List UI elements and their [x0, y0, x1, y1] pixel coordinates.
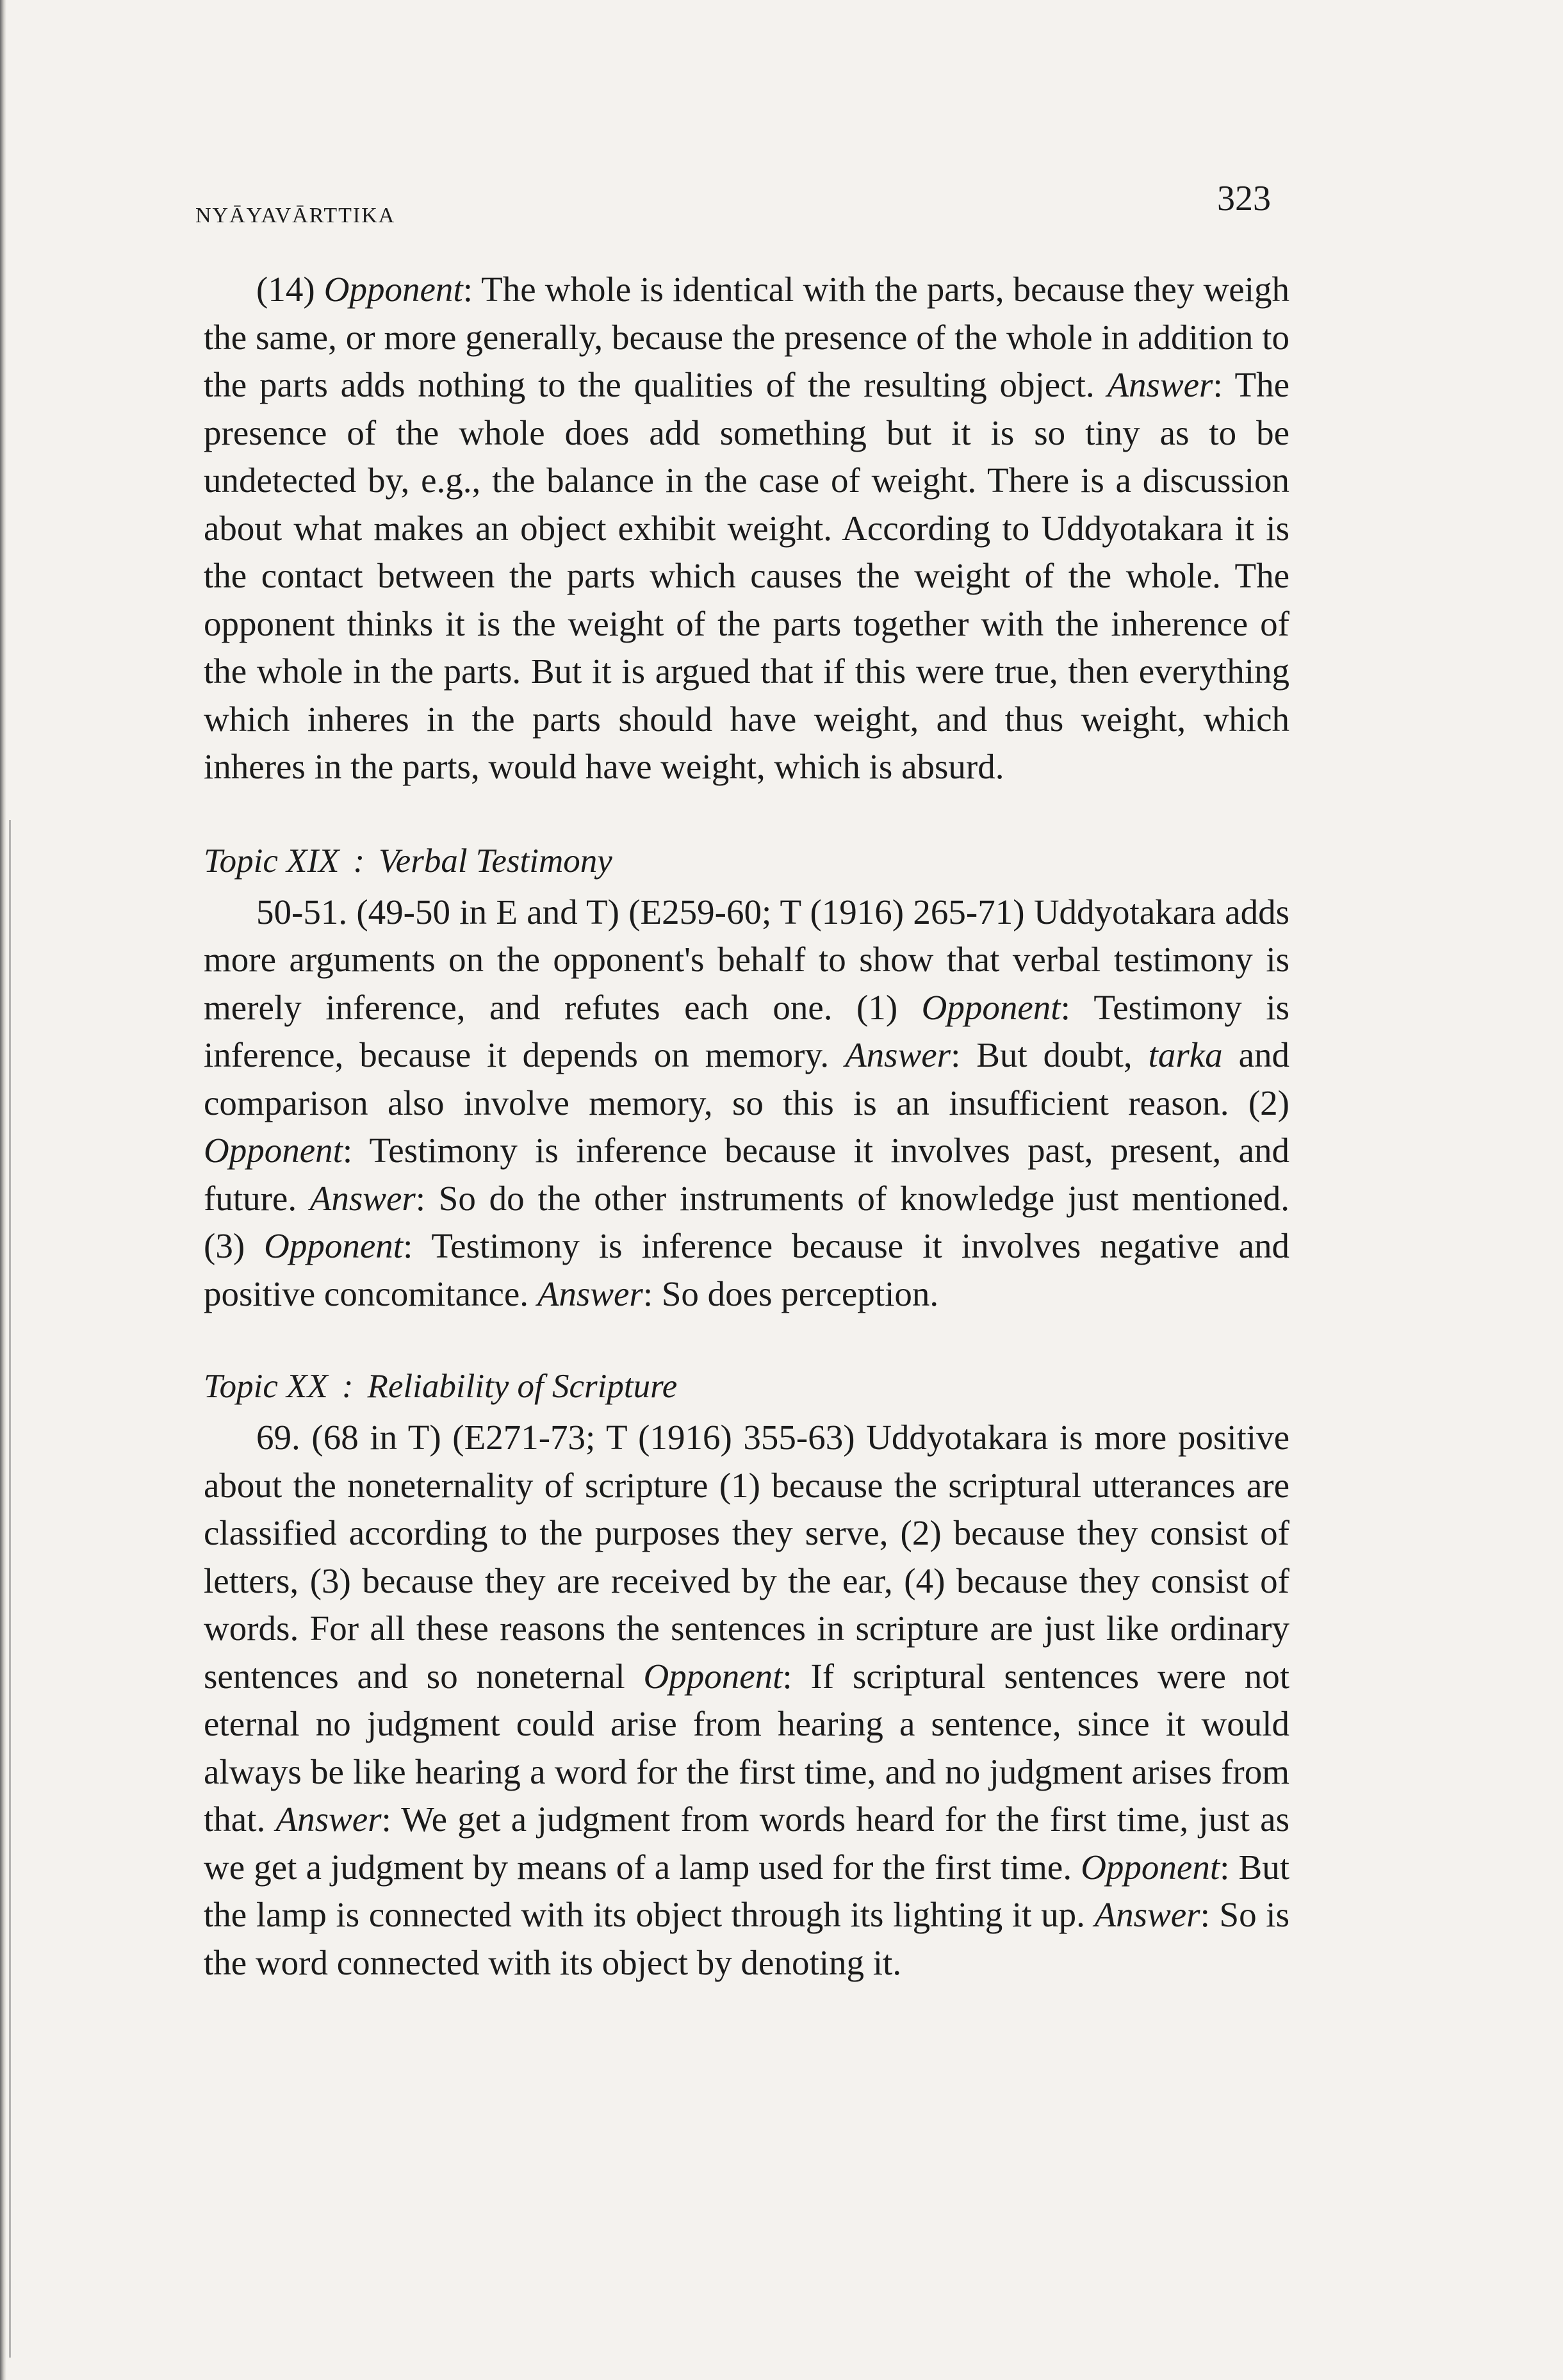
scan-edge-line [9, 820, 11, 2358]
paragraph-topic-18-item-14: (14) Opponent: The whole is identical with the parts, because they weigh the same, or more generally, because the presence of the whole in addition to the parts adds nothing to the qualities of the resulting object. Answer: The presence of the whole does add something but it is so tiny as to be undetected by, e.g., the balance in the case of weight. There is a discussion about what makes an object exhibit weight. According to Uddyotakara it is the contact between the parts which causes the weight of the whole. The opponent thinks it is the weight of the parts together with the inherence of the whole in the parts. But it is argued that if this were true, then everything which inheres in the parts should have weight, and thus weight, which inheres in the parts, would have weight, which is absurd. [204, 270, 1290, 786]
topic-title: Verbal Testimony [379, 842, 612, 880]
paragraph-reliability-of-scripture: 69. (68 in T) (E271-73; T (1916) 355-63) Uddyotakara is more positive about the noneternality of scripture (1) because the scriptural utterances are classified according to the purposes they serve, (2) because they consist of letters, (3) because they are received by the ear, (4) because they consist of words. For all these reasons the sentences in scripture are just like ordinary sentences and so noneternal Opponent: If scriptural sentences were not eternal no judgment could arise from hearing a sentence, since it would always be like hearing a word for the first time, and no judgment arises from that. Answer: We get a judgment from words heard for the first time, just as we get a judgment by means of a lamp used for the first time. Opponent: But the lamp is connected with its object through its lighting it up. Answer: So is the word connected with its object by denoting it. [204, 1418, 1289, 1982]
scan-edge-shadow [0, 0, 6, 2380]
topic-label: Topic XX [204, 1368, 328, 1405]
paragraph-verbal-testimony: 50-51. (49-50 in E and T) (E259-60; T (1916) 265-71) Uddyotakara adds more arguments on the opponent's behalf to show that verbal testimony is merely inference, and refutes each one. (1) Opponent: Testimony is inference, because it depends on memory. Answer: But doubt, tarka and comparison also involve memory, so this is an insufficient reason. (2) Opponent: Testimony is inference because it involves past, present, and future. Answer: So do the other instruments of knowledge just mentioned. (3) Opponent: Testimony is inference because it involves negative and positive concomitance. Answer: So does perception. [204, 892, 1289, 1313]
page-body [204, 266, 1289, 1987]
topic-title: Reliability of Scripture [367, 1368, 678, 1405]
heading-separator: : [341, 1368, 354, 1405]
heading-separator: : [353, 842, 365, 880]
running-head: NYĀYAVĀRTTIKA [195, 204, 396, 227]
section-heading-topic-xix [204, 837, 1289, 885]
topic-label: Topic XIX [204, 842, 340, 880]
section-heading-topic-xx [204, 1363, 1289, 1410]
page-number: 323 [1217, 179, 1271, 218]
